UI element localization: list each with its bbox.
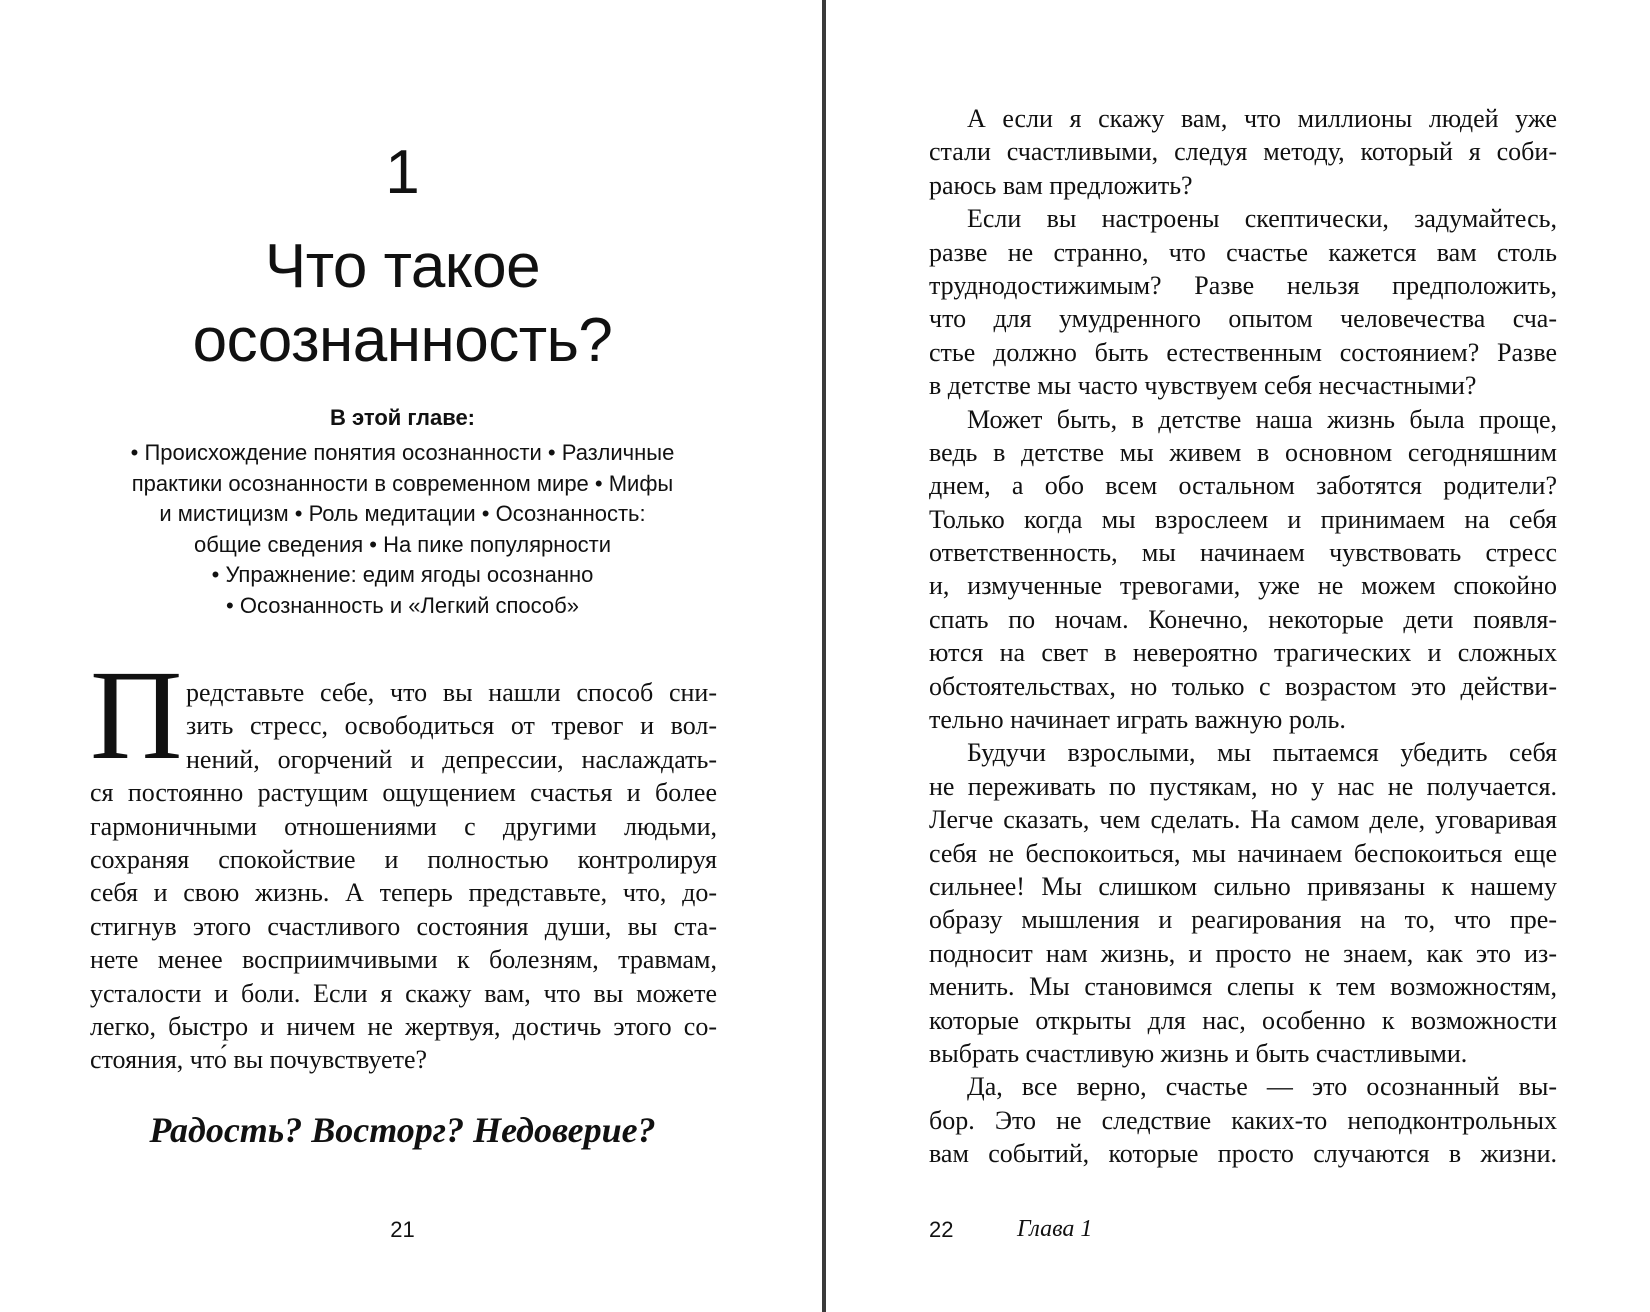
- contents-line: • Происхождение понятия осознанности • Различные: [130, 440, 675, 465]
- text-line: что для умудренного опытом человечества сча-: [929, 304, 1557, 334]
- running-head: Глава 1: [1017, 1216, 1093, 1242]
- right-page: [827, 0, 1650, 1312]
- text-line: не переживать по пустякам, но у нас не получается.: [929, 771, 1557, 801]
- text-line: подносит нам жизнь, и просто не знаем, как это из-: [929, 938, 1557, 968]
- text-line: стье должно быть естественным состоянием? Разве: [929, 337, 1557, 367]
- text-line: тельно начинает играть важную роль.: [929, 705, 1346, 735]
- drop-cap: П: [90, 644, 183, 786]
- text-line: редставьте себе, что вы нашли способ сни-: [186, 678, 717, 707]
- page-number-left: 21: [390, 1217, 415, 1242]
- text-line: в детстве мы часто чувствуем себя несчастными?: [929, 371, 1477, 401]
- exclamation: Радость? Восторг? Недоверие?: [149, 1110, 656, 1150]
- contents-line: практики осознанности в современном мире • Мифы: [131, 470, 674, 496]
- text-line: и, измученные тревогами, уже не можем спокойно: [929, 571, 1557, 601]
- text-line: Если вы настроены скептически, задумайтесь,: [967, 204, 1557, 234]
- text-line: которые открыты для нас, особенно к возможности: [929, 1005, 1557, 1035]
- text-line: спать по ночам. Конечно, некоторые дети появля-: [929, 604, 1557, 634]
- text-line: Будучи взрослыми, мы пытаемся убедить себя: [967, 738, 1557, 768]
- text-line: Может быть, в детстве наша жизнь была проще,: [967, 404, 1557, 434]
- text-line: менить. Мы становимся слепы к тем возможностям,: [929, 972, 1557, 1002]
- text-line: Легче сказать, чем сделать. На самом деле, уговаривая: [929, 805, 1557, 835]
- text-line: образу мышления и реагирования на то, что пре-: [929, 905, 1557, 935]
- text-line: ся постоянно растущим ощущением счастья и более: [90, 778, 717, 808]
- text-line: бор. Это не следствие каких-то неподконтрольных: [929, 1105, 1557, 1135]
- text-line: днем, а обо всем остальном заботятся родители?: [929, 471, 1557, 501]
- contents-line: общие сведения • На пике популярности: [193, 531, 612, 557]
- text-line: себя и свою жизнь. А теперь представьте, что, до-: [90, 878, 717, 908]
- text-line: нений, огорчений и депрессии, наслаждать-: [186, 744, 717, 774]
- text-line: зить стресс, освободиться от тревог и вол-: [186, 711, 717, 741]
- text-line: сохраняя спокойствие и полностью контролируя: [90, 844, 717, 874]
- contents-line: и мистицизм • Роль медитации • Осознанность:: [159, 501, 646, 526]
- text-line: выбрать счастливую жизнь и быть счастливыми.: [929, 1038, 1468, 1068]
- text-line: Только когда мы взрослеем и принимаем на себя: [929, 504, 1557, 534]
- contents-heading: В этой главе:: [329, 405, 476, 430]
- contents-line: • Упражнение: едим ягоды осознанно: [211, 562, 594, 587]
- text-line: раюсь вам предложить?: [929, 170, 1193, 200]
- text-line: себя не беспокоиться, мы начинаем беспокоиться еще: [929, 838, 1557, 868]
- text-line: вам событий, которые просто случаются в жизни.: [929, 1139, 1557, 1169]
- right-body: [929, 102, 1557, 1171]
- text-line: А если я скажу вам, что миллионы людей уже: [967, 104, 1557, 133]
- text-line: стали счастливыми, следуя методу, который я соби-: [929, 137, 1557, 167]
- text-line: ответственность, мы начинаем чувствовать стресс: [929, 538, 1557, 568]
- chapter-number: 1: [385, 138, 420, 207]
- contents-list: [70, 438, 735, 621]
- chapter-title-line: осознанность?: [192, 306, 613, 375]
- text-line: стигнув этого счастливого состояния души, вы ста-: [90, 911, 717, 941]
- contents-line: • Осознанность и «Легкий способ»: [226, 592, 579, 618]
- text-line: обстоятельствах, но только с возрастом это действи-: [929, 671, 1557, 701]
- text-line: разве не странно, что счастье кажется вам столь: [929, 237, 1557, 267]
- left-page: [0, 0, 823, 1312]
- chapter-title: [0, 230, 805, 378]
- text-line: сильнее! Мы слишком сильно привязаны к нашему: [929, 871, 1557, 901]
- intro-paragraph: [90, 676, 717, 1077]
- text-line: нете менее восприимчивыми к болезням, травмам,: [90, 945, 717, 975]
- text-line: усталости и боли. Если я скажу вам, что вы можете: [90, 978, 717, 1008]
- chapter-title-line: Что такое: [264, 232, 541, 301]
- text-line: стояния, что́ вы почувствуете?: [90, 1045, 428, 1075]
- text-line: гармоничными отношениями с другими людьми,: [90, 811, 717, 841]
- book-spine: [822, 0, 826, 1312]
- text-line: труднодостижимым? Разве нельзя предположить,: [929, 270, 1557, 300]
- text-line: Да, все верно, счастье — это осознанный вы-: [967, 1072, 1557, 1102]
- text-line: ведь в детстве мы живем в основном сегодняшним: [929, 437, 1557, 467]
- text-line: ются на свет в невероятно трагических и сложных: [929, 638, 1557, 668]
- page-number-right: 22: [929, 1217, 954, 1242]
- text-line: легко, быстро и ничем не жертвуя, достичь этого со-: [90, 1011, 717, 1041]
